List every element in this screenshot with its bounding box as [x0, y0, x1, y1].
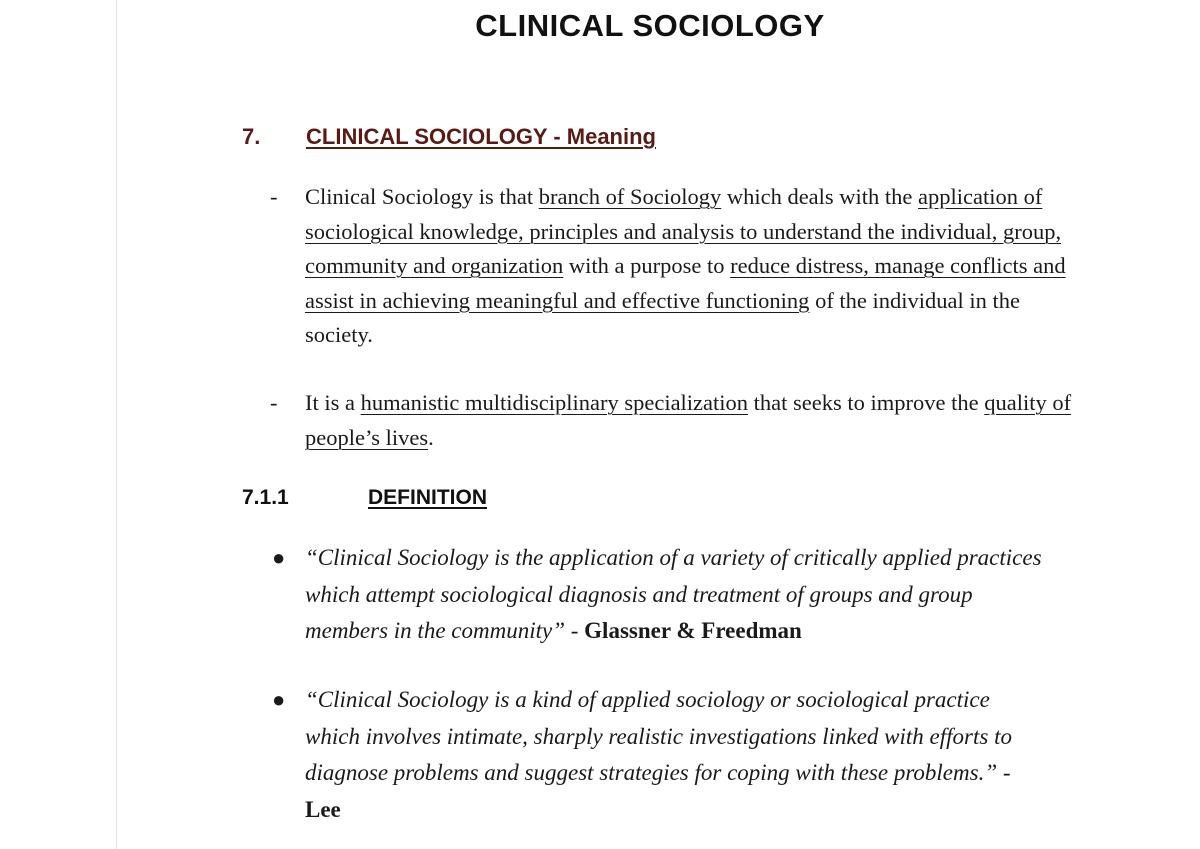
underlined-segment: humanistic multidisciplinary specialization [360, 390, 749, 415]
section-number: 7. [242, 124, 261, 149]
underlined-segment: quality of people’s lives [305, 390, 1072, 450]
definition-item-2 [272, 682, 1072, 832]
meaning-point-text [305, 386, 1075, 455]
text-segment: that seeks to improve the [748, 390, 985, 415]
dash-marker: - [270, 184, 278, 209]
definition-author: Glassner & Freedman [584, 618, 802, 643]
attribution-separator: - [997, 760, 1011, 785]
section-title: CLINICAL SOCIOLOGY - Meaning [306, 124, 656, 149]
section-heading [242, 124, 656, 150]
text-segment: It is a [305, 390, 361, 415]
subsection-title: DEFINITION [368, 486, 487, 509]
subsection-number: 7.1.1 [242, 486, 289, 509]
bullet-marker: ● [272, 545, 286, 570]
meaning-point-1 [270, 180, 1070, 360]
bullet-marker: ● [272, 687, 286, 712]
page-edge-divider [116, 0, 117, 849]
page-title: CLINICAL SOCIOLOGY [475, 8, 825, 43]
definition-text [305, 682, 1045, 828]
definition-item-1 [272, 540, 1072, 652]
definition-text [305, 540, 1045, 650]
underlined-segment: branch of Sociology [538, 184, 722, 209]
meaning-point-2 [270, 386, 1070, 458]
underlined-segment: application of sociological knowledge, principles and analysis to understand the individual, group, community and organization [305, 184, 1062, 278]
text-segment: which deals with the [721, 184, 919, 209]
meaning-point-text [305, 180, 1075, 353]
dash-marker: - [270, 390, 278, 415]
attribution-separator: - [565, 618, 585, 643]
text-segment: . [428, 424, 434, 450]
text-segment: with a purpose to [563, 253, 731, 278]
definition-quote: “Clinical Sociology is a kind of applied sociology or sociological practice which involves intimate, sharply realistic investigations linked with efforts to diagnose problems and suggest strategies for coping with these problems.” [305, 687, 1012, 785]
text-segment: Clinical Sociology is that [305, 184, 539, 209]
underlined-segment: reduce distress, manage conflicts and assist in achieving meaningful and effective functioning [305, 253, 1066, 313]
subsection-heading [242, 486, 487, 510]
text-segment: of the individual in the society. [305, 287, 1021, 347]
definition-quote: “Clinical Sociology is the application of a variety of critically applied practices which attempt sociological diagnosis and treatment of groups and group members in the community” [305, 545, 1042, 643]
definition-author: Lee [305, 796, 341, 822]
